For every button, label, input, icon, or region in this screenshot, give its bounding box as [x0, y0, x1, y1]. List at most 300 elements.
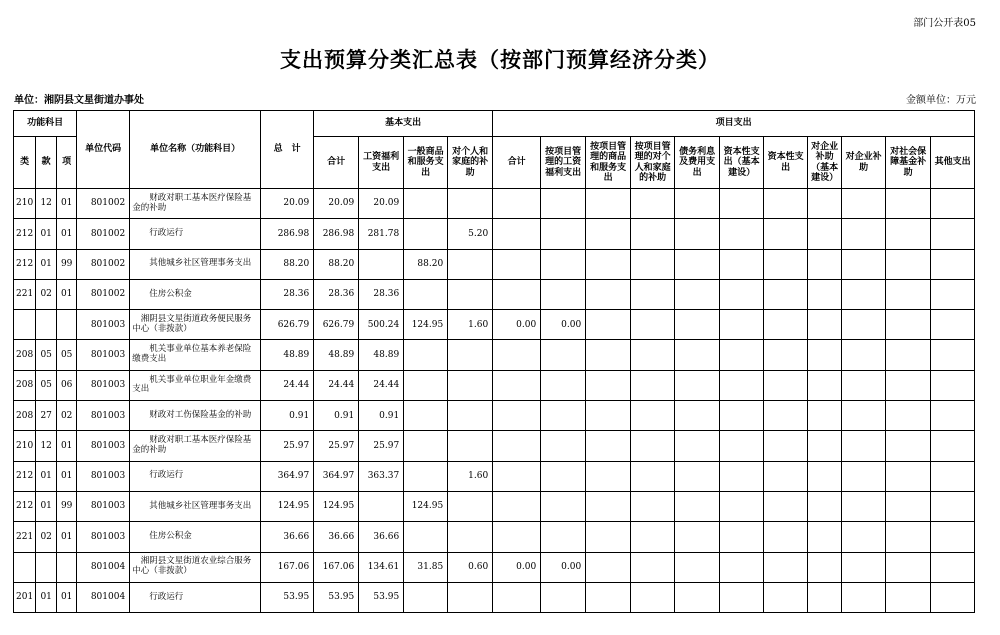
cell-proj-goods [586, 431, 631, 461]
cell-proj-sum [493, 401, 541, 431]
cell-basic-personal [448, 401, 493, 431]
cell-unit-name: 行政运行 [130, 582, 261, 612]
header-kuan: 款 [36, 137, 57, 189]
cell-unit-code: 801003 [77, 310, 130, 340]
cell-kuan [36, 310, 57, 340]
cell-basic-personal: 0.60 [448, 552, 493, 582]
cell-proj-personal [631, 461, 675, 491]
cell-proj-social [886, 431, 931, 461]
cell-proj-capital [764, 340, 808, 370]
cell-proj-enterprise [842, 370, 886, 400]
cell-lei: 221 [14, 522, 36, 552]
cell-basic-sum: 0.91 [314, 401, 359, 431]
cell-proj-enterprise [842, 279, 886, 309]
cell-proj-goods [586, 189, 631, 219]
cell-proj-capital [764, 310, 808, 340]
cell-basic-wage [359, 491, 404, 521]
cell-basic-sum: 626.79 [314, 310, 359, 340]
table-row [14, 310, 975, 340]
cell-kuan: 27 [36, 401, 57, 431]
cell-proj-wage [541, 219, 586, 249]
cell-total: 167.06 [261, 552, 314, 582]
cell-proj-capital [764, 431, 808, 461]
cell-total: 286.98 [261, 219, 314, 249]
cell-proj-capital-build [720, 219, 764, 249]
cell-basic-sum: 88.20 [314, 249, 359, 279]
cell-proj-debt [675, 310, 720, 340]
cell-basic-goods [404, 431, 448, 461]
cell-basic-personal: 5.20 [448, 219, 493, 249]
cell-xiang: 05 [57, 340, 77, 370]
header-proj-enterprise: 对企业补助 [842, 137, 886, 189]
cell-total: 124.95 [261, 491, 314, 521]
cell-proj-capital-build [720, 249, 764, 279]
cell-xiang: 99 [57, 491, 77, 521]
cell-proj-goods [586, 582, 631, 612]
cell-proj-wage: 0.00 [541, 310, 586, 340]
cell-proj-enterprise-build [808, 461, 842, 491]
cell-total: 28.36 [261, 279, 314, 309]
cell-proj-enterprise [842, 340, 886, 370]
cell-basic-personal [448, 582, 493, 612]
table-row [14, 189, 975, 219]
cell-proj-capital [764, 552, 808, 582]
cell-xiang: 01 [57, 189, 77, 219]
cell-basic-goods [404, 522, 448, 552]
cell-lei: 212 [14, 219, 36, 249]
cell-xiang: 02 [57, 401, 77, 431]
cell-proj-enterprise [842, 401, 886, 431]
header-proj-capital: 资本性支出 [764, 137, 808, 189]
cell-proj-capital [764, 522, 808, 552]
table-row [14, 340, 975, 370]
cell-proj-wage [541, 522, 586, 552]
header-proj-capital-build: 资本性支出（基本建设） [720, 137, 764, 189]
cell-proj-sum [493, 370, 541, 400]
cell-total: 88.20 [261, 249, 314, 279]
table-row [14, 552, 975, 582]
cell-basic-wage: 0.91 [359, 401, 404, 431]
cell-proj-personal [631, 279, 675, 309]
cell-xiang: 06 [57, 370, 77, 400]
cell-unit-name: 财政对工伤保险基金的补助 [130, 401, 261, 431]
cell-proj-enterprise [842, 249, 886, 279]
header-unit-name: 单位名称（功能科目） [130, 111, 261, 189]
cell-basic-goods [404, 189, 448, 219]
cell-proj-enterprise [842, 431, 886, 461]
header-proj-enterprise-build: 对企业补助（基本建设） [808, 137, 842, 189]
cell-proj-goods [586, 491, 631, 521]
cell-proj-capital-build [720, 279, 764, 309]
cell-proj-social [886, 461, 931, 491]
cell-total: 364.97 [261, 461, 314, 491]
header-basic-goods: 一般商品和服务支出 [404, 137, 448, 189]
cell-unit-name: 其他城乡社区管理事务支出 [130, 249, 261, 279]
cell-proj-other [931, 491, 975, 521]
cell-proj-capital-build [720, 491, 764, 521]
cell-lei: 212 [14, 461, 36, 491]
cell-lei: 210 [14, 431, 36, 461]
cell-total: 25.97 [261, 431, 314, 461]
table-row [14, 461, 975, 491]
cell-basic-wage: 25.97 [359, 431, 404, 461]
cell-proj-capital [764, 189, 808, 219]
cell-kuan [36, 552, 57, 582]
cell-xiang: 01 [57, 431, 77, 461]
cell-unit-code: 801002 [77, 279, 130, 309]
cell-basic-personal [448, 431, 493, 461]
cell-proj-goods [586, 279, 631, 309]
cell-proj-enterprise-build [808, 370, 842, 400]
cell-proj-wage [541, 340, 586, 370]
cell-proj-personal [631, 522, 675, 552]
table-row [14, 491, 975, 521]
cell-proj-capital [764, 461, 808, 491]
cell-basic-wage: 24.44 [359, 370, 404, 400]
cell-proj-capital-build [720, 461, 764, 491]
cell-proj-personal [631, 491, 675, 521]
cell-proj-wage [541, 461, 586, 491]
cell-proj-personal [631, 431, 675, 461]
cell-total: 48.89 [261, 340, 314, 370]
cell-proj-capital [764, 401, 808, 431]
cell-basic-sum: 36.66 [314, 522, 359, 552]
cell-proj-other [931, 310, 975, 340]
cell-basic-personal [448, 189, 493, 219]
cell-proj-sum [493, 249, 541, 279]
cell-total: 24.44 [261, 370, 314, 400]
cell-proj-debt [675, 461, 720, 491]
cell-proj-goods [586, 401, 631, 431]
header-proj-social: 对社会保障基金补助 [886, 137, 931, 189]
cell-proj-wage [541, 491, 586, 521]
cell-unit-name: 湘阴县文星街道政务便民服务中心（非拨款） [130, 310, 261, 340]
cell-proj-enterprise [842, 522, 886, 552]
cell-kuan: 01 [36, 219, 57, 249]
cell-basic-sum: 24.44 [314, 370, 359, 400]
cell-basic-wage: 500.24 [359, 310, 404, 340]
cell-basic-wage: 53.95 [359, 582, 404, 612]
header-proj-personal: 按项目管理的对个人和家庭的补助 [631, 137, 675, 189]
cell-unit-code: 801002 [77, 189, 130, 219]
cell-proj-wage [541, 582, 586, 612]
cell-proj-sum [493, 340, 541, 370]
table-row [14, 431, 975, 461]
cell-proj-social [886, 370, 931, 400]
cell-proj-social [886, 189, 931, 219]
cell-lei: 208 [14, 370, 36, 400]
cell-proj-capital [764, 279, 808, 309]
cell-unit-name: 其他城乡社区管理事务支出 [130, 491, 261, 521]
cell-proj-capital-build [720, 370, 764, 400]
budget-table [13, 110, 975, 613]
cell-proj-social [886, 310, 931, 340]
cell-proj-capital-build [720, 401, 764, 431]
page-title: 支出预算分类汇总表（按部门预算经济分类） [280, 47, 720, 72]
cell-proj-capital-build [720, 522, 764, 552]
cell-proj-debt [675, 370, 720, 400]
header-xiang: 项 [57, 137, 77, 189]
cell-lei: 208 [14, 340, 36, 370]
cell-kuan: 01 [36, 461, 57, 491]
cell-basic-sum: 20.09 [314, 189, 359, 219]
header-basic-personal: 对个人和家庭的补助 [448, 137, 493, 189]
cell-unit-code: 801002 [77, 249, 130, 279]
header-unit-code: 单位代码 [77, 111, 130, 189]
cell-proj-capital-build [720, 582, 764, 612]
cell-proj-sum [493, 522, 541, 552]
cell-proj-goods [586, 310, 631, 340]
cell-proj-wage [541, 370, 586, 400]
header-total: 总 计 [261, 111, 314, 189]
cell-basic-personal: 1.60 [448, 310, 493, 340]
cell-unit-name: 住房公积金 [130, 522, 261, 552]
cell-basic-sum: 48.89 [314, 340, 359, 370]
cell-proj-goods [586, 340, 631, 370]
header-proj-other: 其他支出 [931, 137, 975, 189]
cell-basic-wage: 36.66 [359, 522, 404, 552]
cell-basic-sum: 364.97 [314, 461, 359, 491]
cell-lei: 221 [14, 279, 36, 309]
header-proj-wage: 按项目管理的工资福利支出 [541, 137, 586, 189]
table-number-label: 部门公开表05 [913, 18, 976, 29]
cell-lei: 212 [14, 249, 36, 279]
cell-lei [14, 552, 36, 582]
cell-proj-personal [631, 219, 675, 249]
cell-proj-sum [493, 219, 541, 249]
cell-proj-debt [675, 522, 720, 552]
cell-unit-code: 801003 [77, 370, 130, 400]
cell-proj-sum [493, 461, 541, 491]
cell-xiang: 01 [57, 279, 77, 309]
cell-basic-goods [404, 279, 448, 309]
cell-xiang: 01 [57, 461, 77, 491]
cell-basic-wage: 28.36 [359, 279, 404, 309]
cell-basic-goods [404, 370, 448, 400]
header-func-subject: 功能科目 [14, 111, 77, 137]
unit-label: 单位：湘阴县文星街道办事处 [14, 95, 144, 106]
cell-basic-personal [448, 340, 493, 370]
cell-lei [14, 310, 36, 340]
cell-basic-sum: 124.95 [314, 491, 359, 521]
cell-proj-other [931, 401, 975, 431]
cell-proj-goods [586, 461, 631, 491]
cell-basic-personal [448, 249, 493, 279]
cell-total: 36.66 [261, 522, 314, 552]
table-row [14, 582, 975, 612]
cell-proj-enterprise-build [808, 491, 842, 521]
cell-proj-other [931, 582, 975, 612]
cell-basic-goods: 31.85 [404, 552, 448, 582]
cell-proj-other [931, 552, 975, 582]
cell-basic-goods [404, 461, 448, 491]
cell-unit-code: 801004 [77, 582, 130, 612]
cell-proj-enterprise [842, 189, 886, 219]
cell-basic-wage: 48.89 [359, 340, 404, 370]
cell-proj-goods [586, 219, 631, 249]
cell-xiang [57, 310, 77, 340]
cell-proj-enterprise-build [808, 431, 842, 461]
cell-proj-sum [493, 491, 541, 521]
cell-proj-enterprise-build [808, 249, 842, 279]
cell-kuan: 12 [36, 189, 57, 219]
cell-proj-social [886, 522, 931, 552]
cell-unit-code: 801002 [77, 219, 130, 249]
cell-lei: 208 [14, 401, 36, 431]
cell-proj-personal [631, 340, 675, 370]
cell-proj-enterprise-build [808, 279, 842, 309]
cell-proj-wage: 0.00 [541, 552, 586, 582]
cell-kuan: 02 [36, 279, 57, 309]
cell-proj-personal [631, 189, 675, 219]
cell-basic-goods [404, 401, 448, 431]
cell-proj-capital-build [720, 310, 764, 340]
cell-proj-enterprise [842, 582, 886, 612]
cell-proj-debt [675, 249, 720, 279]
cell-basic-goods: 88.20 [404, 249, 448, 279]
cell-proj-wage [541, 401, 586, 431]
cell-basic-personal [448, 279, 493, 309]
cell-basic-wage: 363.37 [359, 461, 404, 491]
cell-proj-wage [541, 189, 586, 219]
cell-basic-wage: 134.61 [359, 552, 404, 582]
cell-proj-personal [631, 582, 675, 612]
cell-basic-goods [404, 340, 448, 370]
cell-proj-social [886, 249, 931, 279]
cell-proj-capital [764, 249, 808, 279]
cell-unit-code: 801003 [77, 522, 130, 552]
cell-basic-wage [359, 249, 404, 279]
cell-proj-capital-build [720, 552, 764, 582]
cell-xiang: 01 [57, 219, 77, 249]
table-row [14, 370, 975, 400]
cell-basic-personal [448, 370, 493, 400]
header-proj-debt: 债务利息及费用支出 [675, 137, 720, 189]
cell-proj-goods [586, 522, 631, 552]
header-project: 项目支出 [493, 111, 975, 137]
cell-proj-other [931, 189, 975, 219]
cell-unit-name: 行政运行 [130, 461, 261, 491]
cell-proj-social [886, 491, 931, 521]
cell-total: 20.09 [261, 189, 314, 219]
cell-xiang [57, 552, 77, 582]
cell-unit-name: 财政对职工基本医疗保险基金的补助 [130, 189, 261, 219]
cell-proj-other [931, 279, 975, 309]
cell-proj-other [931, 249, 975, 279]
cell-unit-name: 住房公积金 [130, 279, 261, 309]
cell-proj-sum [493, 431, 541, 461]
cell-proj-debt [675, 189, 720, 219]
header-proj-sum: 合计 [493, 137, 541, 189]
cell-basic-sum: 53.95 [314, 582, 359, 612]
cell-total: 626.79 [261, 310, 314, 340]
cell-proj-debt [675, 582, 720, 612]
cell-proj-debt [675, 491, 720, 521]
cell-proj-enterprise-build [808, 582, 842, 612]
cell-xiang: 01 [57, 522, 77, 552]
cell-proj-capital-build [720, 189, 764, 219]
cell-proj-wage [541, 279, 586, 309]
cell-proj-enterprise-build [808, 401, 842, 431]
cell-proj-other [931, 461, 975, 491]
cell-unit-code: 801004 [77, 552, 130, 582]
cell-proj-other [931, 431, 975, 461]
cell-proj-goods [586, 552, 631, 582]
cell-basic-wage: 20.09 [359, 189, 404, 219]
cell-proj-debt [675, 279, 720, 309]
header-lei: 类 [14, 137, 36, 189]
cell-proj-sum: 0.00 [493, 552, 541, 582]
header-basic-wage: 工资福利支出 [359, 137, 404, 189]
cell-proj-personal [631, 249, 675, 279]
cell-lei: 210 [14, 189, 36, 219]
cell-proj-capital-build [720, 340, 764, 370]
cell-unit-name: 湘阴县文星街道农业综合服务中心（非拨款） [130, 552, 261, 582]
cell-basic-personal: 1.60 [448, 461, 493, 491]
cell-kuan: 01 [36, 491, 57, 521]
cell-proj-enterprise-build [808, 189, 842, 219]
cell-proj-debt [675, 431, 720, 461]
cell-unit-code: 801003 [77, 431, 130, 461]
header-proj-goods: 按项目管理的商品和服务支出 [586, 137, 631, 189]
cell-basic-sum: 286.98 [314, 219, 359, 249]
cell-basic-wage: 281.78 [359, 219, 404, 249]
cell-proj-personal [631, 552, 675, 582]
header-basic-sum: 合计 [314, 137, 359, 189]
table-row [14, 279, 975, 309]
cell-basic-sum: 25.97 [314, 431, 359, 461]
cell-proj-wage [541, 249, 586, 279]
cell-proj-personal [631, 370, 675, 400]
cell-unit-name: 财政对职工基本医疗保险基金的补助 [130, 431, 261, 461]
cell-proj-wage [541, 431, 586, 461]
cell-basic-personal [448, 491, 493, 521]
cell-total: 53.95 [261, 582, 314, 612]
cell-proj-enterprise-build [808, 552, 842, 582]
cell-lei: 212 [14, 491, 36, 521]
cell-proj-social [886, 582, 931, 612]
cell-proj-social [886, 552, 931, 582]
cell-basic-personal [448, 522, 493, 552]
cell-proj-sum [493, 279, 541, 309]
table-row [14, 522, 975, 552]
cell-proj-enterprise [842, 491, 886, 521]
cell-proj-enterprise [842, 310, 886, 340]
cell-proj-social [886, 340, 931, 370]
cell-proj-enterprise-build [808, 340, 842, 370]
cell-proj-enterprise-build [808, 219, 842, 249]
cell-kuan: 05 [36, 370, 57, 400]
cell-basic-sum: 28.36 [314, 279, 359, 309]
cell-basic-goods [404, 219, 448, 249]
cell-proj-other [931, 219, 975, 249]
cell-basic-goods: 124.95 [404, 491, 448, 521]
money-unit-label: 金额单位：万元 [906, 95, 976, 106]
cell-proj-capital [764, 582, 808, 612]
cell-proj-debt [675, 219, 720, 249]
cell-proj-capital [764, 491, 808, 521]
cell-proj-goods [586, 249, 631, 279]
cell-proj-other [931, 370, 975, 400]
cell-unit-code: 801003 [77, 401, 130, 431]
cell-proj-social [886, 219, 931, 249]
cell-proj-enterprise-build [808, 310, 842, 340]
cell-proj-other [931, 522, 975, 552]
cell-proj-capital [764, 370, 808, 400]
cell-proj-enterprise [842, 552, 886, 582]
cell-xiang: 99 [57, 249, 77, 279]
cell-unit-code: 801003 [77, 340, 130, 370]
